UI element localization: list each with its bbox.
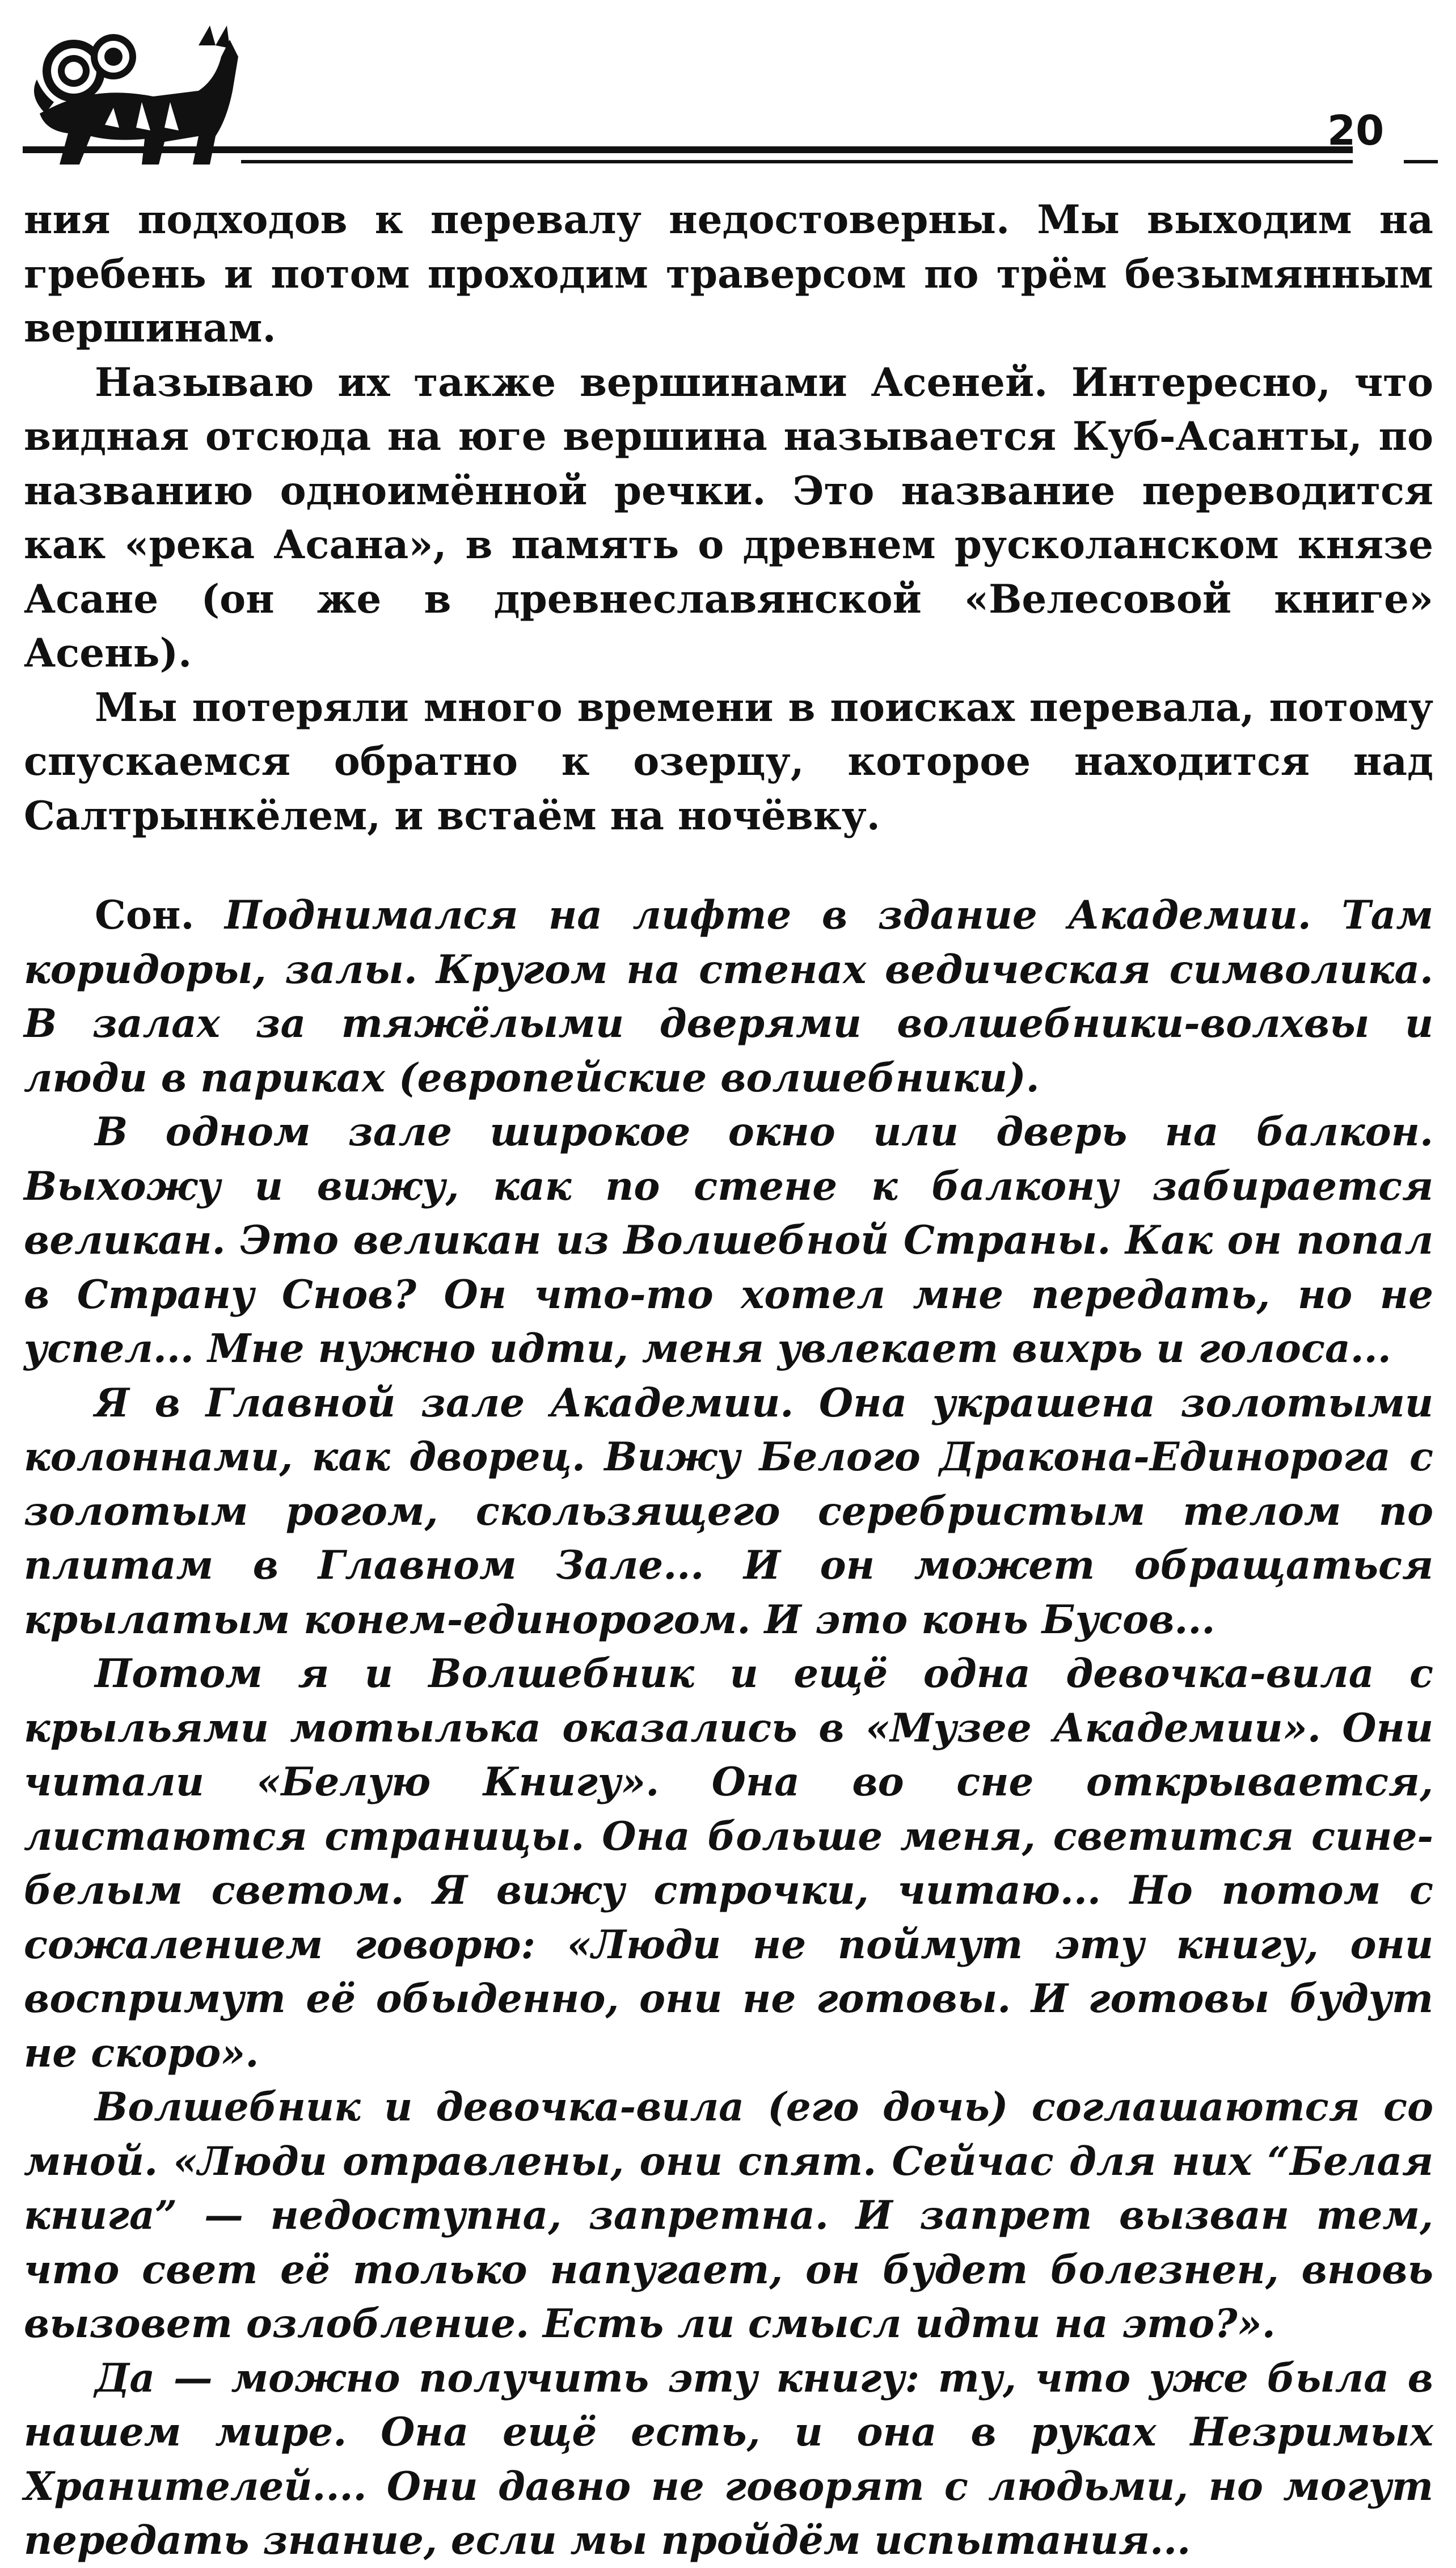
paragraph: Называю их также вершинами Асеней. Интересно, что видная отсюда на юге вершина называется Куб-Асанты, по названию одноимённой речки. Это название переводится как «река Асана», в память о древнем русколанском князе Асане (он же в древнеславянской «Велесовой книге» Асень). [24, 359, 1433, 676]
header-rule [23, 146, 241, 153]
dream-paragraph: Я в Главной зале Академии. Она украшена золотыми колоннами, как дворец. Вижу Белого Дракона-Единорога с золотым рогом, скользящего серебристым телом по плитам в Главном Зале... И он может обращаться крылатым конем-единорогом. И это конь Бусов... [24, 1380, 1433, 1643]
dream-paragraph: Да — можно получить эту книгу: ту, что уже была в нашем мире. Она ещё есть, и она в руках Незримых Хранителей.... Они давно не говорят с людьми, но могут передать знание, если мы пройдём испытания... [24, 2355, 1433, 2563]
paragraph: ния подходов к перевалу недостоверны. Мы выходим на гребень и потом проходим траверсом по трём безымянным вершинам. [24, 197, 1433, 351]
dream-paragraph [24, 888, 1433, 1105]
header-rule-thin [241, 160, 1353, 163]
section-gap [24, 843, 1433, 888]
dream-paragraph: Потом я и Волшебник и ещё одна девочка-вила с крыльями мотылька оказались в «Музее Академии». Они читали «Белую Книгу». Она во сне открывается, листаются страницы. Она больше меня, светится сине-белым светом. Я вижу строчки, читаю... Но потом с сожалением говорю: «Люди не поймут эту книгу, они воспримут её обыденно, они не готовы. И готовы будут не скоро». [24, 1651, 1433, 2076]
page-body [24, 193, 1433, 2568]
page-number: 20 [1327, 107, 1385, 154]
dream-paragraph: Волшебник и девочка-вила (его дочь) соглашаются со мной. «Люди отравлены, они спят. Сейчас для них “Белая книга” — недоступна, запретна. И запрет вызван тем, что свет её только напугает, он будет болезнен, вновь вызовет озлобление. Есть ли смысл идти на это?». [24, 2084, 1433, 2347]
paragraph: Мы потеряли много времени в поисках перевала, потому спускаемся обратно к озерцу, которое находится над Салтрынкёлем, и встаём на ночёвку. [24, 684, 1433, 839]
page-number-underline [1404, 160, 1438, 163]
header-rule [241, 146, 1353, 153]
dream-label: Сон. [95, 892, 195, 938]
dream-paragraph: В одном зале широкое окно или дверь на балкон. Выхожу и вижу, как по стене к балкону забирается великан. Это великан из Волшебной Страны. Как он попал в Страну Снов? Он что-то хотел мне передать, но не успел... Мне нужно идти, меня увлекает вихрь и голоса... [24, 1109, 1433, 1372]
page-header [23, 23, 1433, 182]
dream-text: Поднимался на лифте в здание Академии. Там коридоры, залы. Кругом на стенах ведическая символика. В залах за тяжёлыми дверями волшебники-волхвы и люди в париках (европейские волшебники). [24, 892, 1433, 1101]
